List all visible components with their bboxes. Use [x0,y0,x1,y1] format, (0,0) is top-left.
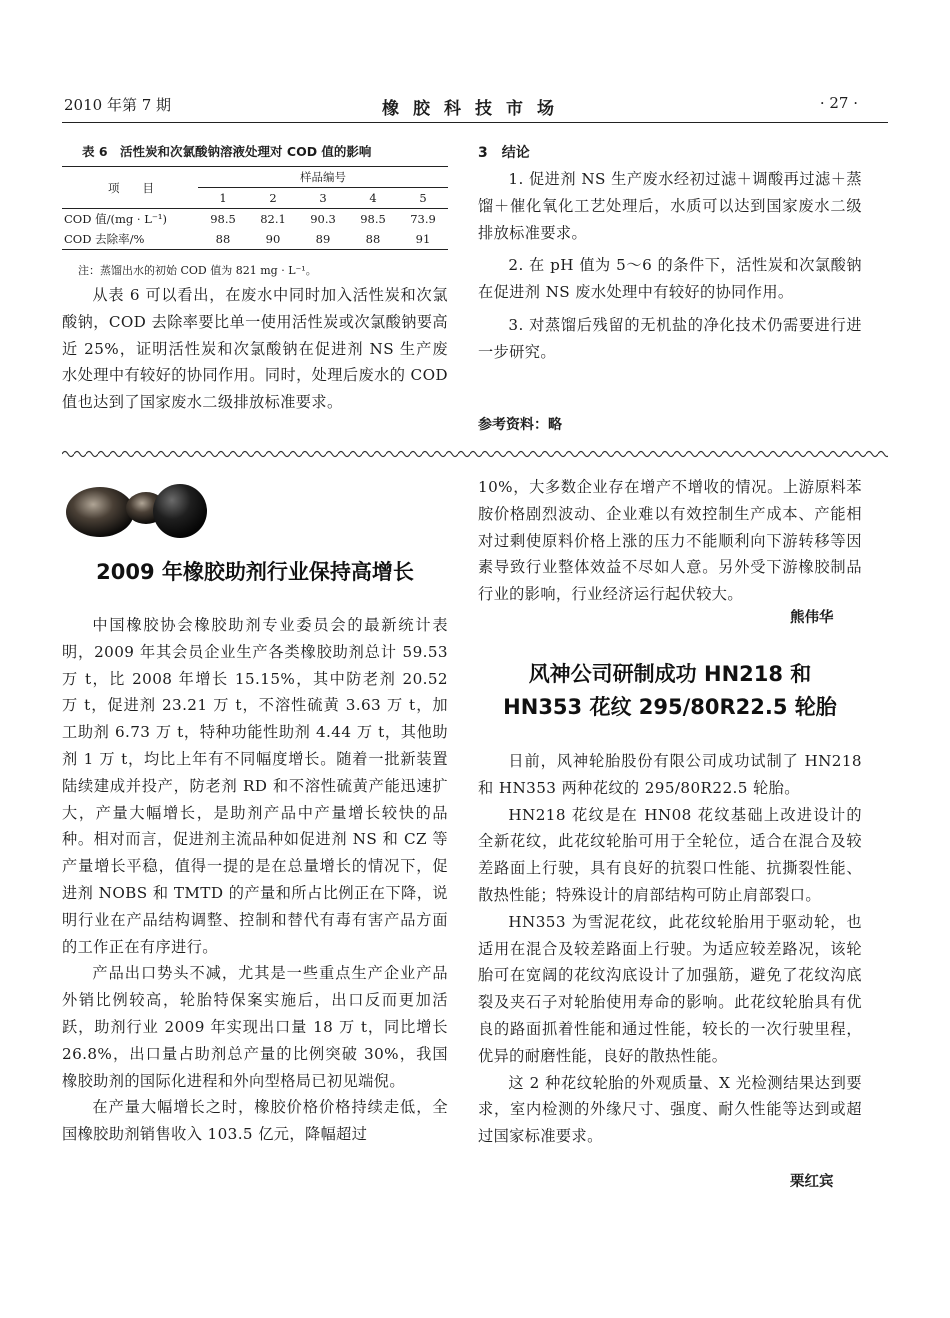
wavy-divider [62,448,888,460]
article2-paragraph: HN353 为雪泥花纹，此花纹轮胎用于驱动轮，也适用在混合及较差路面上行驶。为适应较差路况，该轮胎可在宽阔的花纹沟底设计了加强筋，避免了花纹沟底裂及夹石子对轮胎使用寿命的影响。此花纹轮胎具有优良的路面抓着性能和通过性能，较长的一次行驶里程，优异的耐磨性能，良好的散热性能。 [478,912,862,1065]
article2-title-line2: HN353 花纹 295/80R22.5 轮胎 [503,695,837,719]
article1-paragraph: 在产量大幅增长之时，橡胶价格价格持续走低，全国橡胶助剂销售收入 103.5 亿元，降幅超过 [62,1098,448,1144]
conclusion-item: 3. 对蒸馏后残留的无机盐的净化技术仍需要进行进一步研究。 [478,315,862,361]
article1-paragraph: 中国橡胶协会橡胶助剂专业委员会的最新统计表明，2009 年其会员企业生产各类橡胶助剂总计 59.53 万 t，比 2008 年增长 15.15%，其中防老剂 20.52 万 t，促进剂 23.21 万 t，不溶性硫黄 3.63 万 t，加工助剂 6.73 万 t，特种功能性助剂 4.44 万 t，其他助剂 1 万 t，均比上年有不同幅度增长。随着一批新装置陆续建成并投产，防老剂 RD 和不溶性硫黄产能迅速扩大，产量大幅增长，是助剂产品中产量增长较快的品种。相对而言，促进剂主流品种如促进剂 NS 和 CZ 等产量增长平稳，值得一提的是在总量增长的情况下，促进剂 NOBS 和 TMTD 的产量和所占比例正在下降，说明行业在产品结构调整、控制和替代有毒有害产品方面的工作正在有序进行。 [62,616,448,956]
cod-table [62,166,448,250]
table-cell: 88 [348,229,398,250]
rubber-balls-image [62,478,212,540]
table-col-header: 2 [248,188,298,209]
table-group-header: 样品编号 [198,167,448,188]
article1-continued: 10%，大多数企业存在增产不增收的情况。上游原料苯胺价格剧烈波动、企业难以有效控制生产成本、产能相对过剩使原料价格上涨的压力不能顺利向下游转移等因素导致行业整体效益不尽如人意。另外受下游橡胶制品行业的影响，行业经济运行起伏较大。 [478,478,862,604]
table-cell: 90 [248,229,298,250]
table-cell: 98.5 [360,212,386,226]
row-label: COD 去除率/% [62,229,198,250]
conclusion-item: 2. 在 pH 值为 5～6 的条件下，活性炭和次氯酸钠在促进剂 NS 废水处理中有较好的协同作用。 [478,256,862,302]
article2-title-line1: 风神公司研制成功 HN218 和 [528,662,812,686]
table-row [62,209,448,230]
conclusion-heading: 3 结论 [478,145,530,161]
table-cell: 98.5 [210,212,236,226]
article2-author: 栗红宾 [790,1174,834,1190]
table-cell: 82.1 [260,212,286,226]
article1-author: 熊伟华 [790,610,834,626]
table-caption: 表 6 活性炭和次氯酸钠溶液处理对 COD 值的影响 [82,144,372,159]
table-cell: 91 [398,229,448,250]
table-row [62,229,448,250]
table-item-header: 项 目 [62,167,198,209]
table-cell: 88 [198,229,248,250]
table-discussion: 从表 6 可以看出，在废水中同时加入活性炭和次氯酸钠，COD 去除率要比单一使用活性炭或次氯酸钠要高近 25%，证明活性炭和次氯酸钠在促进剂 NS 生产废水处理中有较好的协同作用。同时，处理后废水的 COD 值也达到了国家废水二级排放标准要求。 [62,286,448,412]
issue-label: 2010 年第 7 期 [64,96,172,114]
journal-title: 橡胶科技市场 [382,99,568,119]
table-cell: 90.3 [310,212,336,226]
page-number: · 27 · [819,94,858,112]
header-rule [62,122,888,123]
table-col-header: 5 [398,188,448,209]
article1-title: 2009 年橡胶助剂行业保持高增长 [96,560,414,584]
table-col-header: 1 [198,188,248,209]
article2-paragraph: 这 2 种花纹轮胎的外观质量、X 光检测结果达到要求，室内检测的外缘尺寸、强度、耐久性能等达到或超过国家标准要求。 [478,1073,862,1146]
table-col-header: 4 [348,188,398,209]
references-note: 参考资料：略 [478,417,562,433]
row-label: COD 值/(mg · L⁻¹) [64,212,168,226]
table-cell: 73.9 [410,212,436,226]
table-cell: 89 [298,229,348,250]
article1-paragraph: 产品出口势头不减，尤其是一些重点生产企业产品外销比例较高，轮胎特保案实施后，出口反而更加活跃，助剂行业 2009 年实现出口量 18 万 t，同比增长 26.8%，出口量占助剂总产量的比例突破 30%，我国橡胶助剂的国际化进程和外向型格局已初见端倪。 [62,964,448,1090]
table-col-header: 3 [298,188,348,209]
article2-paragraph: 日前，风神轮胎股份有限公司成功试制了 HN218 和 HN353 两种花纹的 295/80R22.5 轮胎。 [478,752,862,797]
table-note: 注：蒸馏出水的初始 COD 值为 821 mg · L⁻¹。 [78,264,317,277]
conclusion-item: 1. 促进剂 NS 生产废水经初过滤＋调酸再过滤＋蒸馏＋催化氧化工艺处理后，水质可以达到国家废水二级排放标准要求。 [478,170,862,242]
article2-paragraph: HN218 花纹是在 HN08 花纹基础上改进设计的全新花纹，此花纹轮胎可用于全轮位，适合在混合及较差路面上行驶，具有良好的抗裂口性能、抗撕裂性能、散热性能；特殊设计的肩部结构可防止肩部裂口。 [478,805,862,904]
